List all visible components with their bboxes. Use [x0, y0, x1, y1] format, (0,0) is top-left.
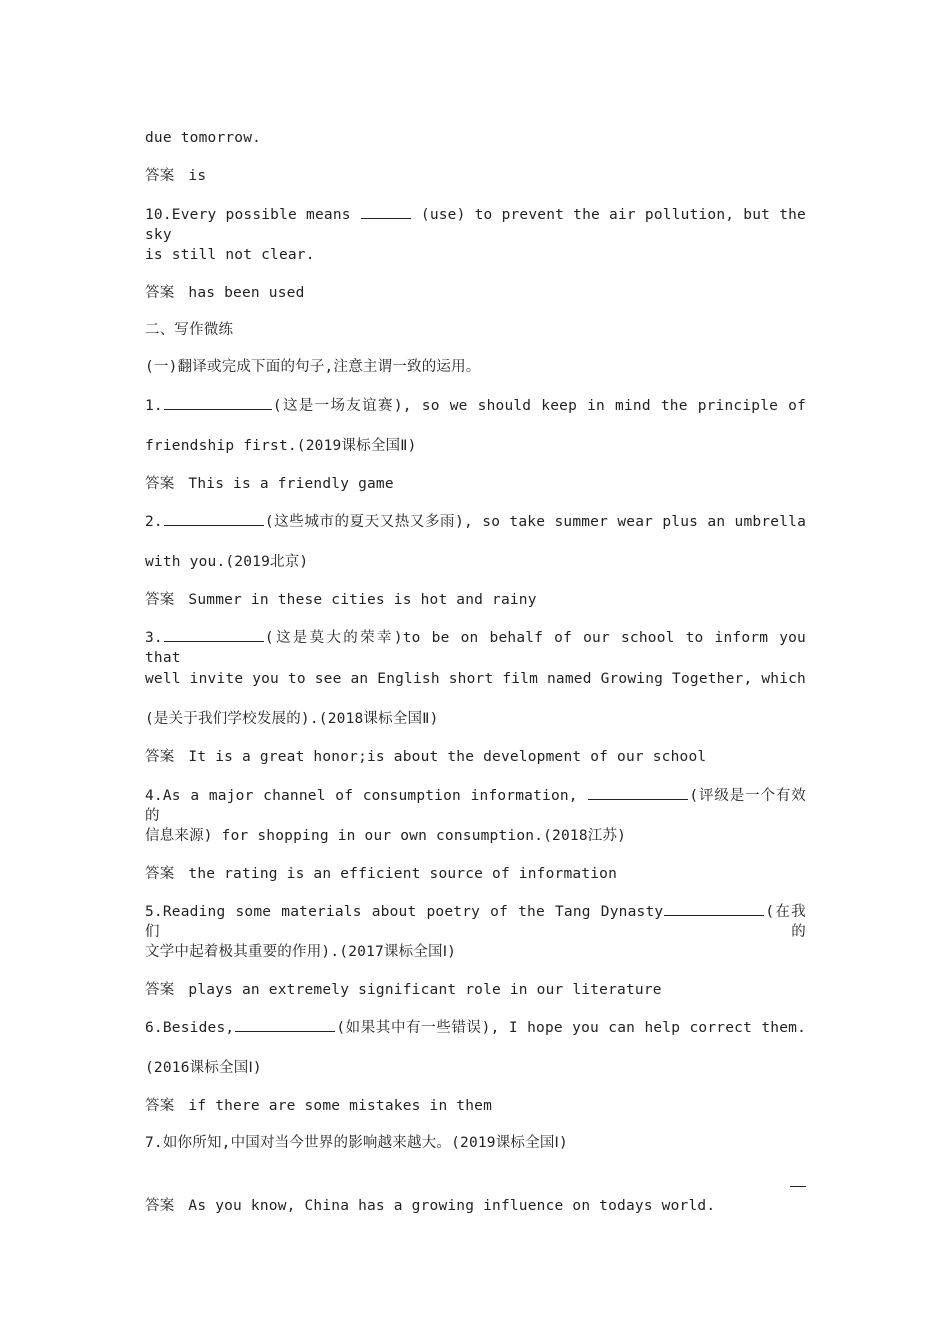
instruction-line: (一)翻译或完成下面的句子,注意主谓一致的运用。: [145, 359, 481, 375]
fill-blank[interactable]: [361, 204, 411, 219]
answer-line: [145, 747, 706, 767]
answer-label: 答案: [145, 866, 175, 882]
section-heading: 二、写作微练: [145, 322, 234, 338]
answer-line: [145, 474, 394, 494]
answer-text: As you know, China has a growing influence on todays world.: [188, 1198, 716, 1214]
answer-label: 答案: [145, 1098, 175, 1114]
text-line: due tomorrow.: [145, 130, 262, 146]
divider-dash: [790, 1186, 806, 1187]
answer-line: [145, 283, 305, 303]
fill-blank[interactable]: [588, 785, 688, 800]
answer-label: 答案: [145, 168, 175, 184]
text-line: 信息来源) for shopping in our own consumption.(2018江苏): [145, 828, 627, 844]
answer-label: 答案: [145, 982, 175, 998]
question-1-line: 1. (这是一场友谊赛), so we should keep in mind the principle of: [145, 395, 806, 416]
answer-line: [145, 1196, 715, 1216]
answer-label: 答案: [145, 285, 175, 301]
answer-text: plays an extremely significant role in our literature: [188, 982, 662, 998]
answer-text: is: [188, 168, 207, 184]
text-line: with you.(2019北京): [145, 554, 309, 570]
text-line: 文学中起着极其重要的作用).(2017课标全国Ⅰ): [145, 944, 457, 960]
answer-text: has been used: [188, 285, 305, 301]
answer-line: [145, 166, 206, 186]
question-7-line: 7.如你所知,中国对当今世界的影响越来越大。(2019课标全国Ⅰ): [145, 1135, 568, 1151]
answer-text: This is a friendly game: [188, 476, 394, 492]
question-3-line: 3. (这是莫大的荣幸)to be on behalf of our school to inform you that: [145, 627, 806, 668]
answer-line: [145, 590, 537, 610]
answer-text: the rating is an efficient source of information: [188, 866, 618, 882]
answer-line: [145, 864, 617, 884]
text-line: friendship first.(2019课标全国Ⅱ): [145, 438, 417, 454]
question-5-line: 5.Reading some materials about poetry of the Tang Dynasty (在我们的: [145, 901, 806, 942]
text-line: (2016课标全国Ⅰ): [145, 1060, 262, 1076]
answer-label: 答案: [145, 592, 175, 608]
fill-blank[interactable]: [164, 627, 264, 642]
question-2-line: 2. (这些城市的夏天又热又多雨), so take summer wear plus an umbrella: [145, 511, 806, 532]
answer-line: [145, 1096, 492, 1116]
question-10-line: 10.Every possible means (use) to prevent the air pollution, but the sky: [145, 204, 806, 245]
question-4-line: 4.As a major channel of consumption information, (评级是一个有效的: [145, 785, 806, 826]
answer-label: 答案: [145, 749, 175, 765]
text-line: is still not clear.: [145, 247, 315, 263]
answer-label: 答案: [145, 476, 175, 492]
answer-line: [145, 980, 662, 1000]
fill-blank[interactable]: [164, 395, 272, 410]
answer-text: Summer in these cities is hot and rainy: [188, 592, 537, 608]
fill-blank[interactable]: [164, 511, 264, 526]
answer-text: if there are some mistakes in them: [188, 1098, 493, 1114]
answer-text: It is a great honor;is about the development of our school: [188, 749, 707, 765]
answer-label: 答案: [145, 1198, 175, 1214]
text-line: (是关于我们学校发展的).(2018课标全国Ⅱ): [145, 711, 439, 727]
fill-blank[interactable]: [235, 1017, 335, 1032]
fill-blank[interactable]: [664, 901, 764, 916]
text-line: well invite you to see an English short film named Growing Together, which: [145, 671, 806, 687]
question-6-line: 6.Besides, (如果其中有一些错误), I hope you can help correct them.: [145, 1017, 806, 1038]
